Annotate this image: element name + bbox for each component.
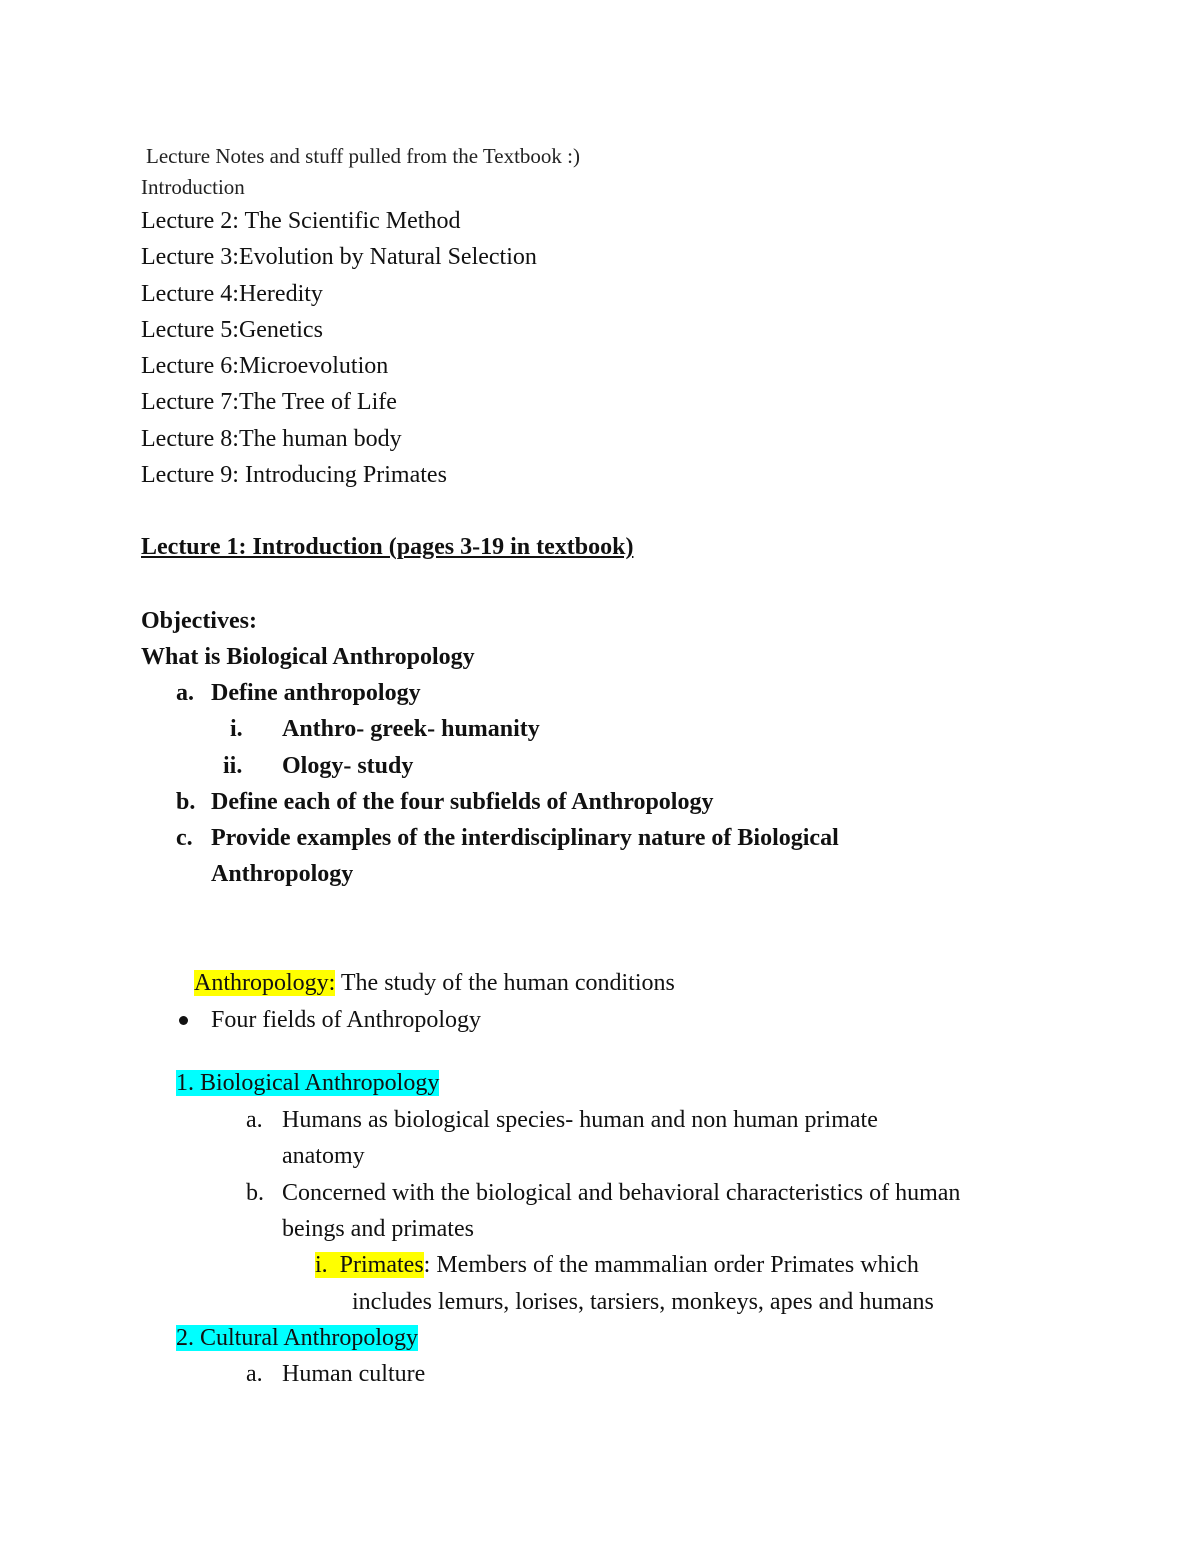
toc-item: Lecture 8:The human body xyxy=(141,426,402,452)
list-item-continuation: includes lemurs, lorises, tarsiers, monkeys, apes and humans xyxy=(352,1289,934,1315)
toc-item: Lecture 7:The Tree of Life xyxy=(141,389,397,415)
list-marker: c. xyxy=(176,825,193,851)
toc-item: Lecture 9: Introducing Primates xyxy=(141,462,447,488)
list-item: Concerned with the biological and behavioral characteristics of human xyxy=(282,1180,961,1206)
list-marker: b. xyxy=(246,1180,264,1206)
toc-item: Lecture 5:Genetics xyxy=(141,317,323,343)
objectives-label: Objectives: xyxy=(141,608,257,634)
list-item: Define anthropology xyxy=(211,680,421,706)
list-marker: a. xyxy=(246,1107,263,1133)
list-item: Humans as biological species- human and non human primate xyxy=(282,1107,878,1133)
list-item-continuation: anatomy xyxy=(282,1143,365,1169)
toc-item: Lecture 6:Microevolution xyxy=(141,353,389,379)
primates-term: Primates xyxy=(339,1252,424,1278)
list-item: Human culture xyxy=(282,1361,426,1387)
definition-term: Anthropology: xyxy=(194,970,336,996)
list-item-continuation: beings and primates xyxy=(282,1216,474,1242)
list-marker: b. xyxy=(176,789,196,815)
bullet-dot-icon xyxy=(179,1016,188,1025)
objectives-question: What is Biological Anthropology xyxy=(141,644,475,670)
field-marker: 1. xyxy=(176,1070,194,1096)
definition-line xyxy=(194,971,675,995)
toc-item: Lecture 3:Evolution by Natural Selection xyxy=(141,244,537,270)
toc-item: Lecture 4:Heredity xyxy=(141,281,323,307)
list-item: Anthro- greek- humanity xyxy=(282,716,540,742)
list-marker: i. xyxy=(230,716,243,742)
lecture-heading: Lecture 1: Introduction (pages 3-19 in textbook) xyxy=(141,534,634,560)
list-marker: a. xyxy=(176,680,194,706)
field-heading xyxy=(176,1326,418,1350)
toc-item: Lecture 2: The Scientific Method xyxy=(141,208,461,234)
intro-label: Introduction xyxy=(141,175,245,199)
field-heading xyxy=(176,1071,439,1095)
sub-item-line xyxy=(315,1253,919,1277)
list-item: Ology- study xyxy=(282,753,414,779)
field-title: Cultural Anthropology xyxy=(200,1325,418,1351)
bullet-text: Four fields of Anthropology xyxy=(211,1007,481,1033)
list-marker: i. xyxy=(315,1252,328,1278)
document-title: Lecture Notes and stuff pulled from the Textbook :) xyxy=(146,144,580,168)
field-title: Biological Anthropology xyxy=(200,1070,440,1096)
field-marker: 2. xyxy=(176,1325,194,1351)
list-marker: ii. xyxy=(223,753,243,779)
list-item-continuation: Anthropology xyxy=(211,861,354,887)
definition-text: The study of the human conditions xyxy=(335,970,675,996)
primates-definition: : Members of the mammalian order Primates which xyxy=(423,1252,919,1278)
list-item: Define each of the four subfields of Anthropology xyxy=(211,789,714,815)
list-item: Provide examples of the interdisciplinary nature of Biological xyxy=(211,825,839,851)
list-marker: a. xyxy=(246,1361,263,1387)
